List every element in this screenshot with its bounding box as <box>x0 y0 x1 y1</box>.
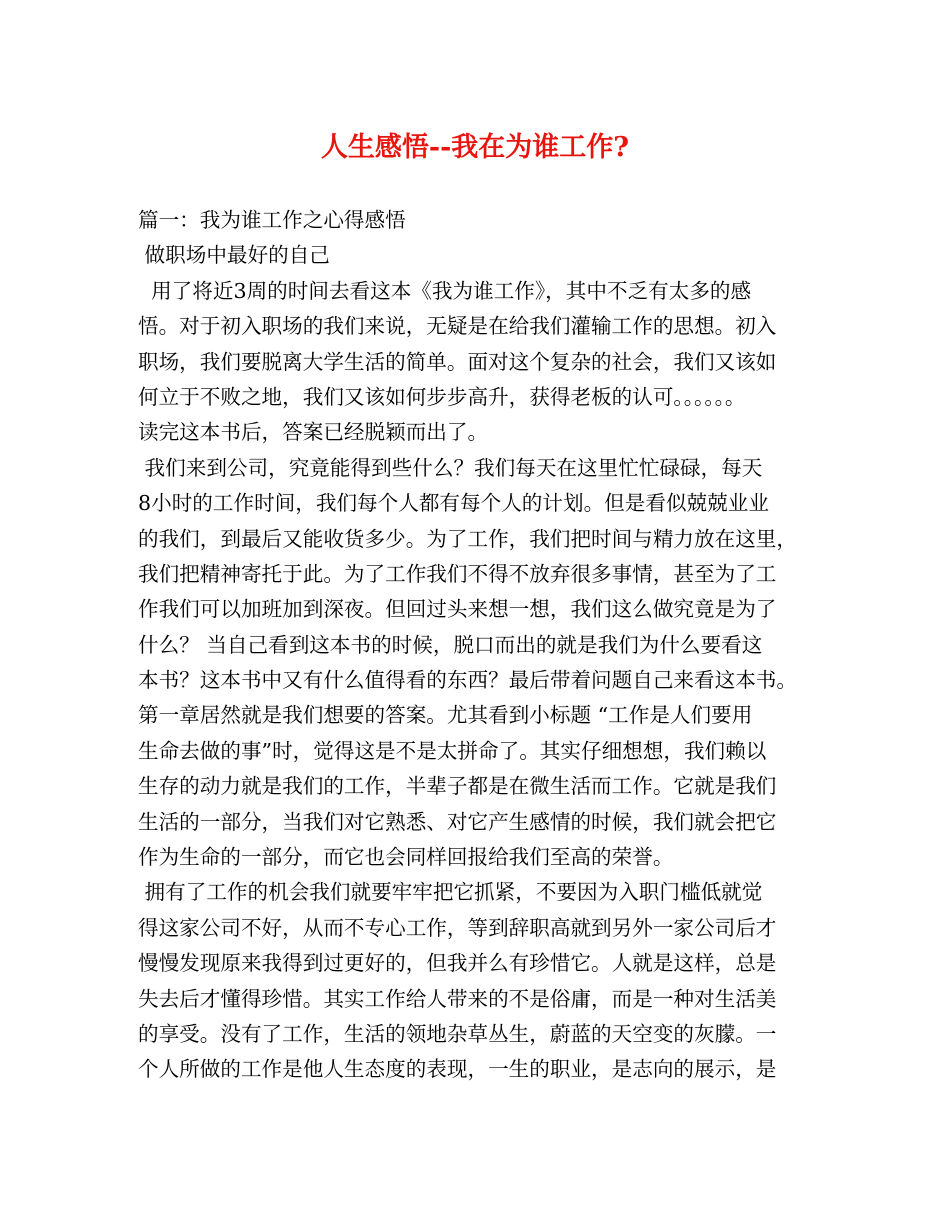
text-line: 拥有了工作的机会我们就要牢牢把它抓紧，不要因为入职门槛低就觉 <box>138 880 763 905</box>
text-line: 慢慢发现原来我得到过更好的，但我并么有珍惜它。人就是这样，总是 <box>138 951 777 976</box>
text-line: 用了将近3周的时间去看这本《我为谁工作》，其中不乏有太多的感 <box>138 278 752 303</box>
text-line: 的我们，到最后又能收货多少。为了工作，我们把时间与精力放在这里， <box>138 526 797 551</box>
text-line: 我们把精神寄托于此。为了工作我们不得不放弃很多事情，甚至为了工 <box>138 561 777 586</box>
text-line: 什么？ 当自己看到这本书的时候，脱口而出的就是我们为什么要看这 <box>138 632 763 657</box>
text-line: 个人所做的工作是他人生态度的表现，一生的职业，是志向的展示，是 <box>138 1057 777 1082</box>
text-line: 第一章居然就是我们想要的答案。尤其看到小标题 “工作是人们要用 <box>138 703 753 728</box>
text-line: 生活的一部分，当我们对它熟悉、对它产生感情的时候，我们就会把它 <box>138 809 777 834</box>
text-line: 生命去做的事”时，觉得这是不是太拼命了。其实仔细想想，我们赖以 <box>138 738 767 763</box>
text-line: 悟。对于初入职场的我们来说，无疑是在给我们灌输工作的思想。初入 <box>138 314 777 339</box>
text-line: 作为生命的一部分，而它也会同样回报给我们至高的荣誉。 <box>138 845 674 870</box>
text-line: 职场，我们要脱离大学生活的简单。面对这个复杂的社会，我们又该如 <box>138 349 777 374</box>
document-body <box>138 203 828 1088</box>
text-line: 何立于不败之地，我们又该如何步步高升，获得老板的认可。。。。。。 <box>138 384 746 409</box>
text-line: 8小时的工作时间，我们每个人都有每个人的计划。但是看似兢兢业业 <box>138 491 769 516</box>
text-line: 我们来到公司，究竟能得到些什么？我们每天在这里忙忙碌碌，每天 <box>138 455 763 480</box>
text-line: 失去后才懂得珍惜。其实工作给人带来的不是俗庸，而是一种对生活美 <box>138 986 777 1011</box>
text-line: 做职场中最好的自己 <box>138 243 330 268</box>
text-line: 本书？这本书中又有什么值得看的东西？最后带着问题自己来看这本书。 <box>138 668 797 693</box>
text-line: 篇一：我为谁工作之心得感悟 <box>138 208 406 232</box>
text-line: 得这家公司不好，从而不专心工作，等到辞职高就到另外一家公司后才 <box>138 915 777 940</box>
document-title: 人生感悟--我在为谁工作? <box>320 132 630 163</box>
text-line: 的享受。没有了工作，生活的领地杂草丛生，蔚蓝的天空变的灰朦。一 <box>138 1021 777 1046</box>
text-line: 生存的动力就是我们的工作，半辈子都是在微生活而工作。它就是我们 <box>138 774 777 799</box>
text-line: 作我们可以加班加到深夜。但回过头来想一想，我们这么做究竟是为了 <box>138 597 777 622</box>
text-line: 读完这本书后，答案已经脱颖而出了。 <box>138 420 489 445</box>
